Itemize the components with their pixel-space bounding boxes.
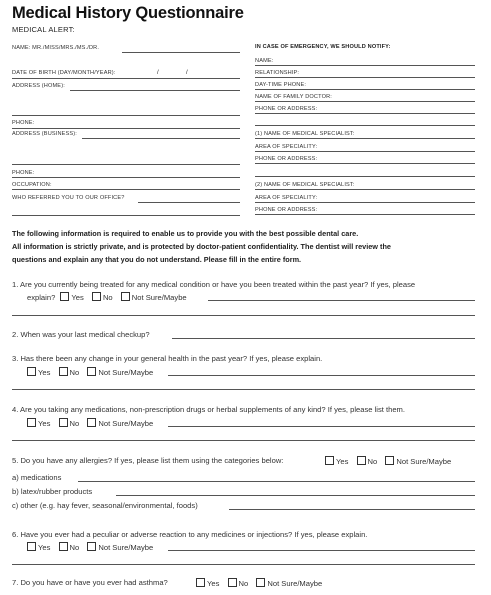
speciality-2-field[interactable] bbox=[255, 202, 475, 203]
dob-slash-1: / bbox=[157, 70, 159, 76]
name-field[interactable] bbox=[122, 52, 240, 53]
daytime-phone-label: DAY-TIME PHONE: bbox=[255, 82, 307, 88]
address-business-field[interactable] bbox=[82, 138, 240, 139]
phone-home-label: PHONE: bbox=[12, 120, 35, 126]
info-line-2: All information is strictly private, and is protected by doctor-patient confidentiality. The dentist will review the bbox=[12, 241, 391, 251]
address-business-field-2[interactable] bbox=[12, 164, 240, 165]
q7-no-option[interactable]: No bbox=[228, 578, 249, 588]
q3-answer-line-2[interactable] bbox=[12, 389, 475, 390]
q1-no-option[interactable]: No bbox=[92, 292, 113, 302]
phone-address-label-2: PHONE OR ADDRESS: bbox=[255, 156, 318, 162]
q6-yes-option[interactable]: Yes bbox=[27, 542, 50, 552]
specialist-1-label: (1) NAME OF MEDICAL SPECIALIST: bbox=[255, 131, 355, 137]
question-3-options bbox=[27, 367, 159, 377]
question-1-explain: explain? bbox=[27, 293, 56, 302]
dob-label: DATE OF BIRTH (DAY/MONTH/YEAR): bbox=[12, 70, 116, 76]
family-doctor-field[interactable] bbox=[255, 101, 475, 102]
q3-answer-line-1[interactable] bbox=[168, 375, 475, 376]
q4-yes-option[interactable]: Yes bbox=[27, 418, 50, 428]
phone-address-field-2[interactable] bbox=[255, 163, 475, 164]
q3-notsure-option[interactable]: Not Sure/Maybe bbox=[87, 367, 153, 377]
question-7-options bbox=[196, 578, 328, 588]
checkbox[interactable] bbox=[87, 418, 96, 427]
checkbox[interactable] bbox=[27, 367, 36, 376]
question-7: 7. Do you have or have you ever had asthma? bbox=[12, 578, 168, 587]
dob-slash-2: / bbox=[186, 70, 188, 76]
page-title: Medical History Questionnaire bbox=[12, 4, 244, 22]
name-label: NAME: MR./MISS/MRS./MS./DR. bbox=[12, 45, 100, 51]
specialist-1-field[interactable] bbox=[255, 138, 475, 139]
relationship-label: RELATIONSHIP: bbox=[255, 70, 300, 76]
q5c-answer-line[interactable] bbox=[229, 509, 475, 510]
speciality-1-label: AREA OF SPECIALITY: bbox=[255, 144, 318, 150]
specialist-2-label: (2) NAME OF MEDICAL SPECIALIST: bbox=[255, 182, 355, 188]
emergency-heading: IN CASE OF EMERGENCY, WE SHOULD NOTIFY: bbox=[255, 44, 391, 50]
question-4: 4. Are you taking any medications, non-prescription drugs or herbal supplements of any kind? If yes, please list them. bbox=[12, 405, 405, 414]
checkbox[interactable] bbox=[87, 542, 96, 551]
phone-address-field-1[interactable] bbox=[255, 113, 475, 114]
checkbox[interactable] bbox=[27, 418, 36, 427]
address-home-label: ADDRESS (HOME): bbox=[12, 83, 65, 89]
emergency-name-label: NAME: bbox=[255, 58, 274, 64]
checkbox[interactable] bbox=[59, 418, 68, 427]
checkbox[interactable] bbox=[59, 542, 68, 551]
q7-yes-option[interactable]: Yes bbox=[196, 578, 219, 588]
q6-answer-line-1[interactable] bbox=[168, 550, 475, 551]
question-6: 6. Have you ever had a peculiar or adverse reaction to any medicines or injections? If yes, please explain. bbox=[12, 530, 368, 539]
q5-no-option[interactable]: No bbox=[357, 456, 378, 466]
occupation-label: OCCUPATION: bbox=[12, 182, 52, 188]
checkbox[interactable] bbox=[87, 367, 96, 376]
q1-answer-line-2[interactable] bbox=[12, 315, 475, 316]
daytime-phone-field[interactable] bbox=[255, 89, 475, 90]
question-3: 3. Has there been any change in your general health in the past year? If yes, please explain. bbox=[12, 354, 323, 363]
q6-answer-line-2[interactable] bbox=[12, 564, 475, 565]
referred-label: WHO REFERRED YOU TO OUR OFFICE? bbox=[12, 195, 125, 201]
q4-notsure-option[interactable]: Not Sure/Maybe bbox=[87, 418, 153, 428]
phone-home-field[interactable] bbox=[12, 128, 240, 129]
question-4-options bbox=[27, 418, 159, 428]
q5a-answer-line[interactable] bbox=[78, 481, 475, 482]
q1-notsure-option[interactable]: Not Sure/Maybe bbox=[121, 292, 187, 302]
speciality-1-field[interactable] bbox=[255, 151, 475, 152]
dob-field[interactable] bbox=[12, 78, 240, 79]
question-6-options bbox=[27, 542, 159, 552]
info-line-3: questions and explain any that you do not understand. Please fill in the entire form. bbox=[12, 254, 302, 264]
question-1-options bbox=[27, 292, 193, 302]
checkbox[interactable] bbox=[385, 456, 394, 465]
q5b-answer-line[interactable] bbox=[116, 495, 475, 496]
question-5: 5. Do you have any allergies? If yes, please list them using the categories below: bbox=[12, 456, 284, 465]
medical-alert-label: MEDICAL ALERT: bbox=[12, 25, 75, 34]
checkbox[interactable] bbox=[357, 456, 366, 465]
q2-answer-line[interactable] bbox=[172, 338, 475, 339]
info-line-1: The following information is required to enable us to provide you with the best possible dental care. bbox=[12, 229, 359, 238]
specialist-2-field[interactable] bbox=[255, 189, 475, 190]
question-5-options bbox=[325, 456, 457, 466]
spacer-field[interactable] bbox=[255, 125, 475, 126]
relationship-field[interactable] bbox=[255, 77, 475, 78]
address-home-field-2[interactable] bbox=[12, 115, 240, 116]
q6-no-option[interactable]: No bbox=[59, 542, 80, 552]
q4-answer-line-1[interactable] bbox=[168, 426, 475, 427]
speciality-2-label: AREA OF SPECIALITY: bbox=[255, 195, 318, 201]
emergency-name-field[interactable] bbox=[255, 65, 475, 66]
question-1: 1. Are you currently being treated for any medical condition or have you been treated within the past year? If yes, please bbox=[12, 280, 416, 289]
q5-notsure-option[interactable]: Not Sure/Maybe bbox=[385, 456, 451, 466]
q1-answer-line-1[interactable] bbox=[208, 300, 475, 301]
info-paragraph bbox=[12, 228, 482, 266]
q1-yes-option[interactable]: Yes bbox=[60, 292, 83, 302]
q4-answer-line-2[interactable] bbox=[12, 440, 475, 441]
checkbox[interactable] bbox=[325, 456, 334, 465]
family-doctor-label: NAME OF FAMILY DOCTOR: bbox=[255, 94, 332, 100]
checkbox[interactable] bbox=[196, 578, 205, 587]
checkbox[interactable] bbox=[256, 578, 265, 587]
q4-no-option[interactable]: No bbox=[59, 418, 80, 428]
checkbox[interactable] bbox=[59, 367, 68, 376]
referred-field-2[interactable] bbox=[12, 215, 240, 216]
phone-address-label-3: PHONE OR ADDRESS: bbox=[255, 207, 318, 213]
phone-business-field[interactable] bbox=[12, 177, 240, 178]
phone-address-field-3[interactable] bbox=[255, 214, 475, 215]
phone-business-label: PHONE: bbox=[12, 170, 35, 176]
question-2: 2. When was your last medical checkup? bbox=[12, 330, 150, 339]
q5c-label: c) other (e.g. hay fever, seasonal/environmental, foods) bbox=[12, 501, 198, 510]
spacer-field-2[interactable] bbox=[255, 176, 475, 177]
occupation-field[interactable] bbox=[12, 189, 240, 190]
q7-notsure-option[interactable]: Not Sure/Maybe bbox=[256, 578, 322, 588]
checkbox[interactable] bbox=[92, 292, 101, 301]
checkbox[interactable] bbox=[228, 578, 237, 587]
q6-notsure-option[interactable]: Not Sure/Maybe bbox=[87, 542, 153, 552]
q3-yes-option[interactable]: Yes bbox=[27, 367, 50, 377]
checkbox[interactable] bbox=[27, 542, 36, 551]
checkbox[interactable] bbox=[60, 292, 69, 301]
q3-no-option[interactable]: No bbox=[59, 367, 80, 377]
q5b-label: b) latex/rubber products bbox=[12, 487, 93, 496]
q5a-label: a) medications bbox=[12, 473, 62, 482]
referred-field[interactable] bbox=[138, 202, 240, 203]
address-home-field[interactable] bbox=[70, 90, 240, 91]
phone-address-label-1: PHONE OR ADDRESS: bbox=[255, 106, 318, 112]
address-business-label: ADDRESS (BUSINESS): bbox=[12, 131, 78, 137]
checkbox[interactable] bbox=[121, 292, 130, 301]
q5-yes-option[interactable]: Yes bbox=[325, 456, 348, 466]
